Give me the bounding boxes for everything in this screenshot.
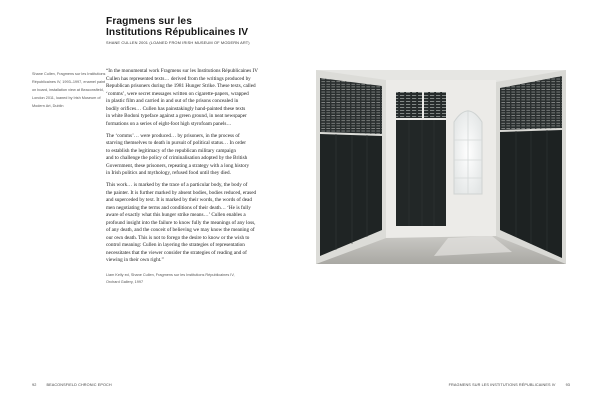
essay-line: formations on a series of eight-foot high styrofoam panels… <box>106 120 232 127</box>
essay-line: Republican prisoners during the 1981 Hunger Strike. These texts, called <box>106 83 256 89</box>
essay-line: control meaning: Cullen in layering the strategies of representation <box>106 242 245 248</box>
essay-line: This work… is marked by the trace of a particular body, the body of <box>106 182 248 188</box>
essay-line: our own death. This is not to forego the desire to know or the wish to <box>106 234 250 241</box>
footer-right <box>449 383 570 387</box>
essay-line: starving themselves to death in pursuit of political status… In order <box>106 140 247 146</box>
essay-line: in Irish politics and mythology, refused food until they died. <box>106 170 231 176</box>
essay-line: Government, these prisoners, repeating a strategy with a long history <box>106 162 250 169</box>
essay-line: the painter. It is further marked by absent bodies, bodies reduced, erased <box>106 189 257 196</box>
essay-line: and superceded by text. It is marked by their words, the words of dead <box>106 197 252 203</box>
section-title: FRAGMENS SUR LES INSTITUTIONS RÉPUBLICAINES IV <box>448 383 556 387</box>
title-line: Fragmens sur les <box>106 16 192 27</box>
caption-line: on board, installation view at Beaconsfield, <box>32 88 104 92</box>
essay-paragraph <box>106 133 284 178</box>
essay-line: and to challenge the policy of criminalisation adopted by the British <box>106 155 248 161</box>
caption-line: Républicaines IV, 1993–1997, enamel paint <box>32 80 106 84</box>
title-line: Institutions Républicaines IV <box>106 27 249 38</box>
essay-line: aware of exactly what this hunger strike means…’ Cullen enables a <box>106 212 246 218</box>
essay-line: in white Bodoni typeface against a green ground, in neat newspaper <box>106 113 247 119</box>
essay-line: bodily orifices… Cullen has painstakingly hand-painted these texts <box>106 105 246 112</box>
essay-line: viewing in their own right.” <box>106 257 164 263</box>
essay-line: necessitates that the viewer consider the strategies of reading and of <box>106 249 247 256</box>
publication-title: BEACONSFIELD CHRONIC EPOCH <box>46 383 112 387</box>
essay-line: “In the monumental work Fragmens sur les Institutions Républicaines IV <box>106 68 258 74</box>
essay-paragraph <box>106 68 284 128</box>
page-number: 92 <box>32 383 37 387</box>
citation-line: Orchard Gallery, 1997 <box>106 280 144 284</box>
essay-line: to establish the legitimacy of the republican military campaign <box>106 147 236 154</box>
essay-line: The ‘comms’… were produced… by prisoners, in the process of <box>106 132 240 139</box>
essay-line: men negotiating the terms and conditions of their death… ‘He is fully <box>106 204 251 211</box>
essay-body <box>106 68 284 287</box>
caption-line: Shane Cullen, Fragmens sur les Institutions <box>32 72 106 76</box>
article-title <box>106 16 326 38</box>
artwork-credit: SHANE CULLEN 2001 (LOANED FROM IRISH MUSEUM OF MODERN ART) <box>106 40 250 45</box>
essay-paragraph <box>106 182 284 265</box>
essay-line: Cullen has represented texts… derived from the writings produced by <box>106 75 251 82</box>
caption-line: London 2011, loaned by Irish Museum of <box>32 96 101 100</box>
image-caption <box>32 70 106 110</box>
page-number: 93 <box>565 383 570 387</box>
source-citation <box>106 272 284 287</box>
citation-line: Liam Kelly ed, Shane Cullen, Fragmens sur les Institutions Républicaines IV, <box>106 272 235 277</box>
installation-photo <box>316 70 566 264</box>
gallery-installation-image <box>316 70 566 264</box>
footer-left <box>32 383 112 387</box>
essay-line: ‘comms’, were secret messages written on cigarette-papers, wrapped <box>106 90 249 97</box>
essay-line: of any death, and the conceit of believing we may know the meaning of <box>106 227 255 233</box>
essay-line: in plastic film and carried in and out of the prisons concealed in <box>106 98 239 104</box>
article-header <box>106 16 326 45</box>
caption-line: Modern Art, Dublin <box>32 104 64 108</box>
essay-line: profound insight into the failure to know fully the meanings of any loss, <box>106 219 256 226</box>
